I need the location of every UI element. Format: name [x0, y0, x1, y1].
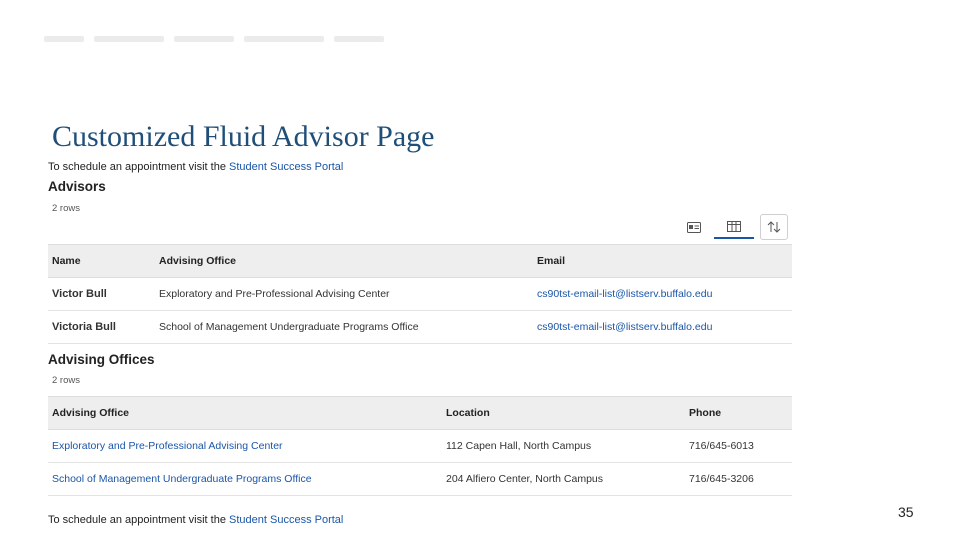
offices-row-count: 2 rows	[52, 375, 80, 386]
table-row[interactable]	[48, 278, 792, 311]
advisor-name: Victoria Bull	[48, 311, 155, 344]
grid-view-icon[interactable]	[714, 215, 754, 239]
table-row[interactable]	[48, 311, 792, 344]
table-row[interactable]	[48, 463, 792, 496]
advisor-name: Victor Bull	[48, 278, 155, 311]
advisors-row-count: 2 rows	[52, 203, 80, 214]
student-success-portal-link[interactable]: Student Success Portal	[229, 161, 344, 173]
faint-header-bar	[44, 30, 384, 48]
column-header-name[interactable]: Name	[48, 245, 155, 278]
office-name-link[interactable]: Exploratory and Pre-Professional Advising Center	[48, 430, 442, 463]
office-name-link[interactable]: School of Management Undergraduate Programs Office	[48, 463, 442, 496]
office-phone: 716/645-3206	[685, 463, 792, 496]
office-location: 204 Alfiero Center, North Campus	[442, 463, 685, 496]
table-header-row	[48, 397, 792, 430]
column-header-advising-office[interactable]: Advising Office	[155, 245, 533, 278]
office-location: 112 Capen Hall, North Campus	[442, 430, 685, 463]
advising-offices-table	[48, 396, 792, 496]
advising-offices-heading: Advising Offices	[48, 352, 155, 367]
column-header-email[interactable]: Email	[533, 245, 792, 278]
advisor-office: Exploratory and Pre-Professional Advising Center	[155, 278, 533, 311]
column-header-phone[interactable]: Phone	[685, 397, 792, 430]
advisor-office: School of Management Undergraduate Programs Office	[155, 311, 533, 344]
slide-title: Customized Fluid Advisor Page	[52, 120, 435, 153]
card-view-icon[interactable]	[680, 216, 708, 238]
column-header-location[interactable]: Location	[442, 397, 685, 430]
student-success-portal-link[interactable]: Student Success Portal	[229, 514, 344, 526]
advisors-table	[48, 244, 792, 344]
slide-number: 35	[898, 504, 914, 520]
appointment-notice-top	[48, 161, 343, 173]
column-header-advising-office[interactable]: Advising Office	[48, 397, 442, 430]
notice-text: To schedule an appointment visit the	[48, 514, 230, 526]
advisors-heading: Advisors	[48, 179, 106, 194]
table-header-row	[48, 245, 792, 278]
grid-toolbar	[680, 214, 794, 240]
sort-icon[interactable]	[760, 214, 788, 240]
advisor-email-link[interactable]: cs90tst-email-list@listserv.buffalo.edu	[533, 311, 792, 344]
appointment-notice-bottom	[48, 514, 343, 526]
notice-text: To schedule an appointment visit the	[48, 161, 230, 173]
office-phone: 716/645-6013	[685, 430, 792, 463]
advisor-email-link[interactable]: cs90tst-email-list@listserv.buffalo.edu	[533, 278, 792, 311]
table-row[interactable]	[48, 430, 792, 463]
